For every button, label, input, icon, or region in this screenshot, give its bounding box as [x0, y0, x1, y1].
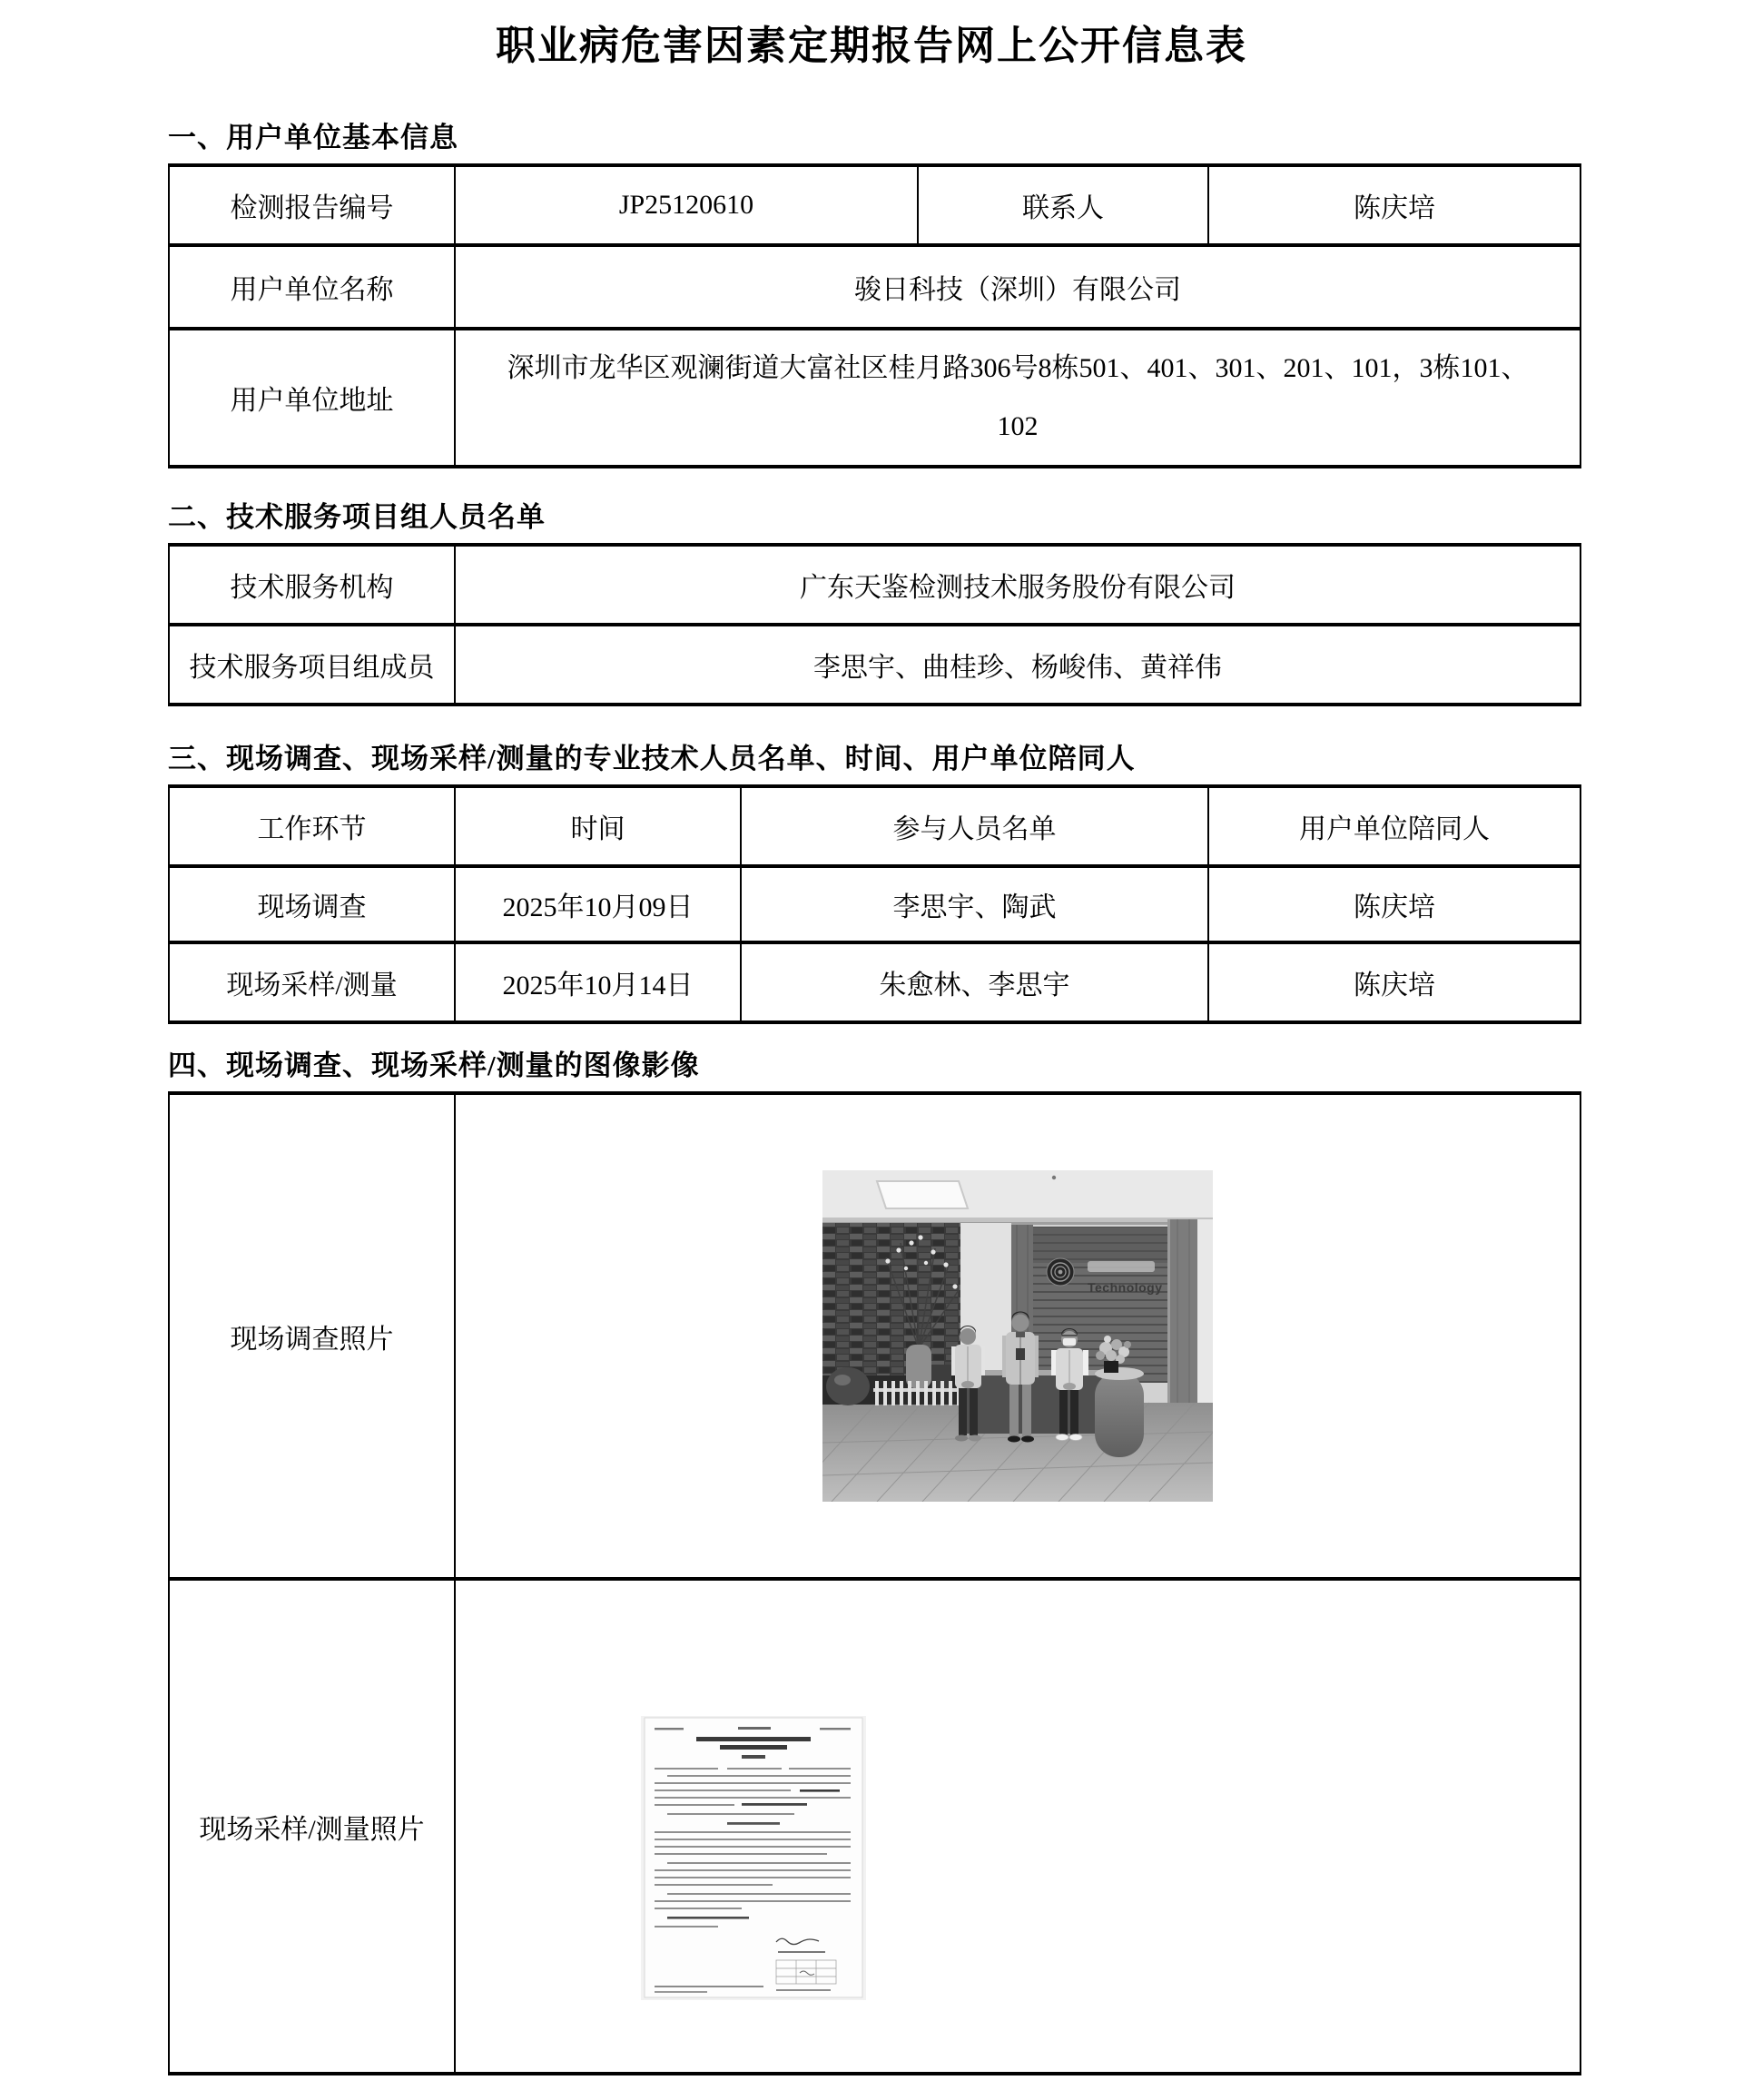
- address-line-1: 深圳市龙华区观澜街道大富社区桂月路306号8栋501、401、301、201、101，3栋101、: [507, 353, 1529, 383]
- table-row: [169, 329, 1581, 467]
- section4-heading: 四、现场调查、现场采样/测量的图像影像: [168, 1050, 700, 1081]
- company-value-cell: 骏日科技（深圳）有限公司: [455, 245, 1581, 329]
- photos-table: [168, 1091, 1581, 2075]
- sampling-document-photo: [640, 1715, 867, 2001]
- report-no-label-cell: 检测报告编号: [169, 165, 455, 245]
- wall-sign-text: Technology: [1088, 1280, 1163, 1295]
- sampling-photo-cell: [455, 1579, 1581, 2074]
- table-header-row: [169, 786, 1581, 866]
- contact-label-cell: 联系人: [918, 165, 1208, 245]
- contact-value-cell: 陈庆培: [1208, 165, 1581, 245]
- time-cell: 2025年10月14日: [455, 942, 741, 1022]
- section1-heading: 一、用户单位基本信息: [168, 122, 458, 153]
- table-row: [169, 942, 1581, 1022]
- report-no-value-cell: JP25120610: [455, 165, 918, 245]
- table-row: [169, 866, 1581, 942]
- table-row: [169, 625, 1581, 705]
- participants-cell: 朱愈林、李思宇: [741, 942, 1208, 1022]
- company-label-cell: 用户单位名称: [169, 245, 455, 329]
- members-label-cell: 技术服务项目组成员: [169, 625, 455, 705]
- participants-cell: 李思宇、陶武: [741, 866, 1208, 942]
- page-content: [168, 120, 1580, 2075]
- table-row: [169, 1579, 1581, 2074]
- col-header-participants: 参与人员名单: [741, 786, 1208, 866]
- address-label-cell: 用户单位地址: [169, 329, 455, 467]
- service-team-table: [168, 543, 1581, 706]
- survey-photo-label-cell: 现场调查照片: [169, 1093, 455, 1579]
- sign-blur-bar: [1088, 1261, 1155, 1272]
- agency-value-cell: 广东天鉴检测技术服务股份有限公司: [455, 545, 1581, 625]
- page-title: 职业病危害因素定期报告网上公开信息表: [496, 24, 1247, 68]
- field-work-table: [168, 784, 1581, 1024]
- table-row: [169, 545, 1581, 625]
- basic-info-table: [168, 163, 1581, 468]
- col-header-escort: 用户单位陪同人: [1208, 786, 1581, 866]
- members-value-cell: 李思宇、曲桂珍、杨峻伟、黄祥伟: [455, 625, 1581, 705]
- work-step-cell: 现场调查: [169, 866, 455, 942]
- work-step-cell: 现场采样/测量: [169, 942, 455, 1022]
- table-row: [169, 165, 1581, 245]
- address-value-cell: [455, 329, 1581, 467]
- section2-heading: 二、技术服务项目组人员名单: [168, 501, 546, 533]
- sampling-photo-label-cell: 现场采样/测量照片: [169, 1579, 455, 2074]
- site-survey-photo: [822, 1170, 1213, 1502]
- table-row: [169, 1093, 1581, 1579]
- escort-cell: 陈庆培: [1208, 942, 1581, 1022]
- agency-label-cell: 技术服务机构: [169, 545, 455, 625]
- col-header-work-step: 工作环节: [169, 786, 455, 866]
- address-line-2: 102: [997, 411, 1039, 441]
- time-cell: 2025年10月09日: [455, 866, 741, 942]
- section3-heading: 三、现场调查、现场采样/测量的专业技术人员名单、时间、用户单位陪同人: [168, 743, 1136, 774]
- col-header-time: 时间: [455, 786, 741, 866]
- survey-photo-cell: [455, 1093, 1581, 1579]
- escort-cell: 陈庆培: [1208, 866, 1581, 942]
- table-row: [169, 245, 1581, 329]
